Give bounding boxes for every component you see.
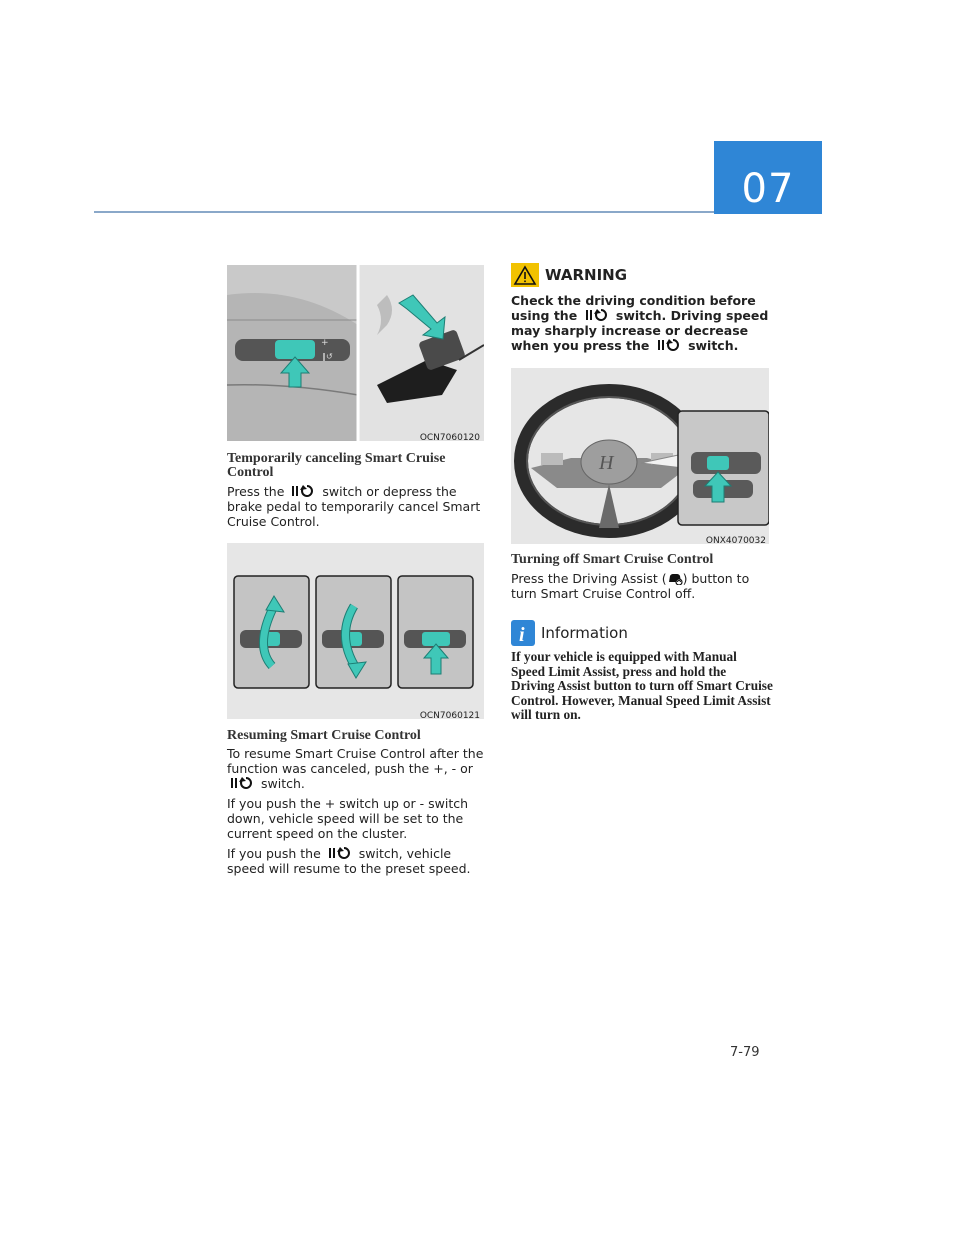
information-title: i Information [511, 619, 628, 647]
warning-text: Check the driving condition before using the switch. Driving speed may sharply increase or decrease when you press the switch. [511, 293, 769, 353]
svg-text:H: H [599, 452, 614, 474]
figure-cancel-switch-pedal [227, 265, 484, 441]
figure-code: ONX4070032 [705, 536, 766, 546]
section-body: To resume Smart Cruise Control after the function was canceled, push the +, - or switch. If you push the + switch up or - switch down, vehicle speed will be set to the current speed on the cluster. If you push the switch, vehicle speed will resume to the preset speed. [227, 746, 489, 881]
paragraph: If you push the + switch up or - switch down, vehicle speed will be set to the current speed on the cluster. [227, 796, 469, 841]
section-heading: Turning off Smart Cruise Control [511, 552, 714, 567]
warning-triangle-icon [511, 263, 539, 287]
section-body: Press the Driving Assist ( ) button to turn Smart Cruise Control off. [511, 571, 750, 601]
pause-resume-switch-icon [656, 338, 682, 352]
svg-text:‖↺: ‖↺ [322, 352, 333, 361]
page-number: 7-79 [730, 1045, 760, 1060]
warning-title: WARNING [511, 262, 627, 288]
figure-code: OCN7060121 [419, 711, 480, 721]
pause-resume-switch-icon [327, 846, 353, 860]
pause-resume-switch-icon [584, 308, 610, 322]
svg-text:i: i [519, 624, 525, 646]
svg-text:+: + [321, 338, 329, 348]
section-heading: Resuming Smart Cruise Control [227, 728, 421, 743]
info-icon [511, 620, 535, 646]
header-rule [94, 211, 714, 213]
pause-resume-switch-icon [290, 484, 316, 498]
figure-resume-switch [227, 543, 484, 719]
pause-resume-switch-icon [229, 776, 255, 790]
section-heading: Temporarily canceling Smart Cruise Control [227, 451, 446, 480]
information-text: If your vehicle is equipped with Manual Speed Limit Assist, press and hold the Driving Assist button to turn off Smart Cruise Control. However, Manual Speed Limit Assist will turn on. [511, 649, 773, 722]
figure-code: OCN7060120 [419, 433, 480, 443]
chapter-tab [714, 141, 822, 214]
figure-steering-wheel [511, 368, 769, 544]
section-body: Press the switch or depress the brake pedal to temporarily cancel Smart Cruise Control. [227, 484, 481, 529]
chapter-number: 07 [741, 166, 795, 212]
driving-assist-icon [667, 571, 683, 585]
